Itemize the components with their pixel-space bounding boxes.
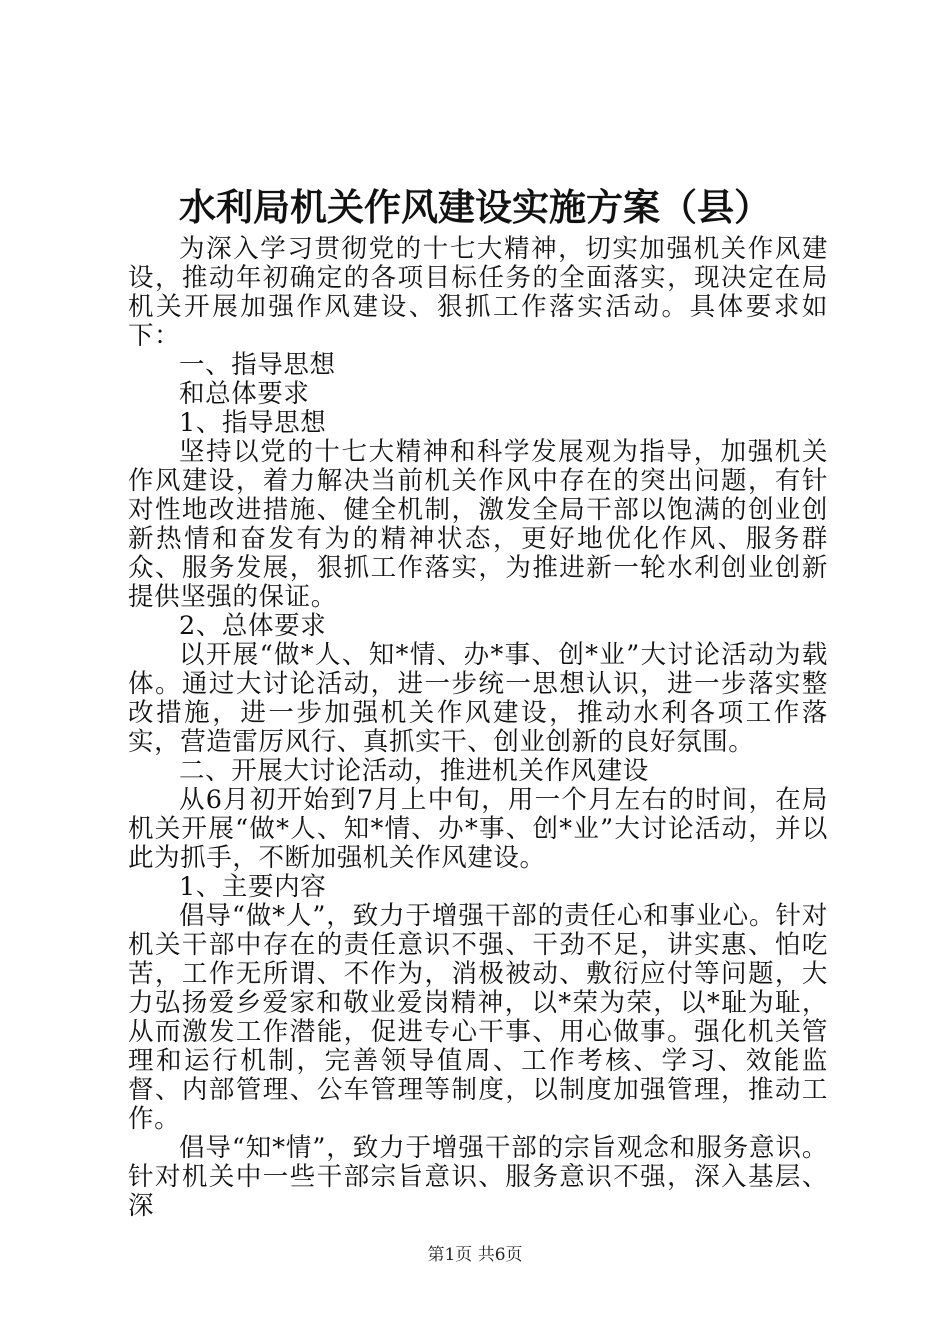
section-heading-1: 一、指导思想 bbox=[179, 350, 336, 380]
document-title: 水利局机关作风建设实施方案（县） bbox=[179, 185, 771, 229]
subheading-guiding-thought: 1、指导思想 bbox=[179, 408, 327, 438]
subheading-main-content: 1、主要内容 bbox=[179, 872, 327, 902]
document-body bbox=[128, 235, 828, 1221]
intro-paragraph: 为深入学习贯彻党的十七大精神，切实加强机关作风建设，推动年初确定的各项目标任务的全面落实，现决定在局机关开展加强作风建设、狠抓工作落实活动。具体要求如下： bbox=[128, 234, 828, 351]
overall-requirements-paragraph: 以开展“做*人、知*情、办*事、创*业”大讨论活动为载体。通过大讨论活动，进一步统一思想认识，进一步落实整改措施，进一步加强机关作风建设，推动水利各项工作落实，营造雷厉风行、真抓实干、创业创新的良好氛围。 bbox=[128, 640, 828, 757]
page-footer bbox=[0, 1244, 950, 1266]
subheading-overall-requirements: 2、总体要求 bbox=[179, 611, 327, 641]
section-heading-2: 二、开展大讨论活动，推进机关作风建设 bbox=[179, 756, 649, 786]
discussion-activity-paragraph: 从6月初开始到7月上中旬，用一个月左右的时间，在局机关开展“做*人、知*情、办*事、创*业”大讨论活动，并以此为抓手，不断加强机关作风建设。 bbox=[128, 785, 828, 873]
guiding-thought-paragraph: 坚持以党的十七大精神和科学发展观为指导，加强机关作风建设，着力解决当前机关作风中存在的突出问题，有针对性地改进措施、健全机制，激发全局干部以饱满的创业创新热情和奋发有为的精神状态，更好地优化作风、服务群众、服务发展，狠抓工作落实，为推进新一轮水利创业创新提供坚强的保证。 bbox=[128, 437, 828, 612]
section-heading-1-cont: 和总体要求 bbox=[179, 379, 310, 409]
advocate-knowledge-paragraph: 倡导“知*情”，致力于增强干部的宗旨观念和服务意识。针对机关中一些干部宗旨意识、服务意识不强，深入基层、深 bbox=[128, 1133, 828, 1221]
page-number: 第1页 bbox=[427, 1245, 473, 1265]
page-total: 共6页 bbox=[477, 1245, 523, 1265]
advocate-conduct-paragraph: 倡导“做*人”，致力于增强干部的责任心和事业心。针对机关干部中存在的责任意识不强、干劲不足，讲实惠、怕吃苦，工作无所谓、不作为，消极被动、敷衍应付等问题，大力弘扬爱乡爱家和敬业爱岗精神，以*荣为荣，以*耻为耻，从而激发工作潜能，促进专心干事、用心做事。强化机关管理和运行机制，完善领导值周、工作考核、学习、效能监督、内部管理、公车管理等制度，以制度加强管理，推动工作。 bbox=[128, 901, 828, 1134]
